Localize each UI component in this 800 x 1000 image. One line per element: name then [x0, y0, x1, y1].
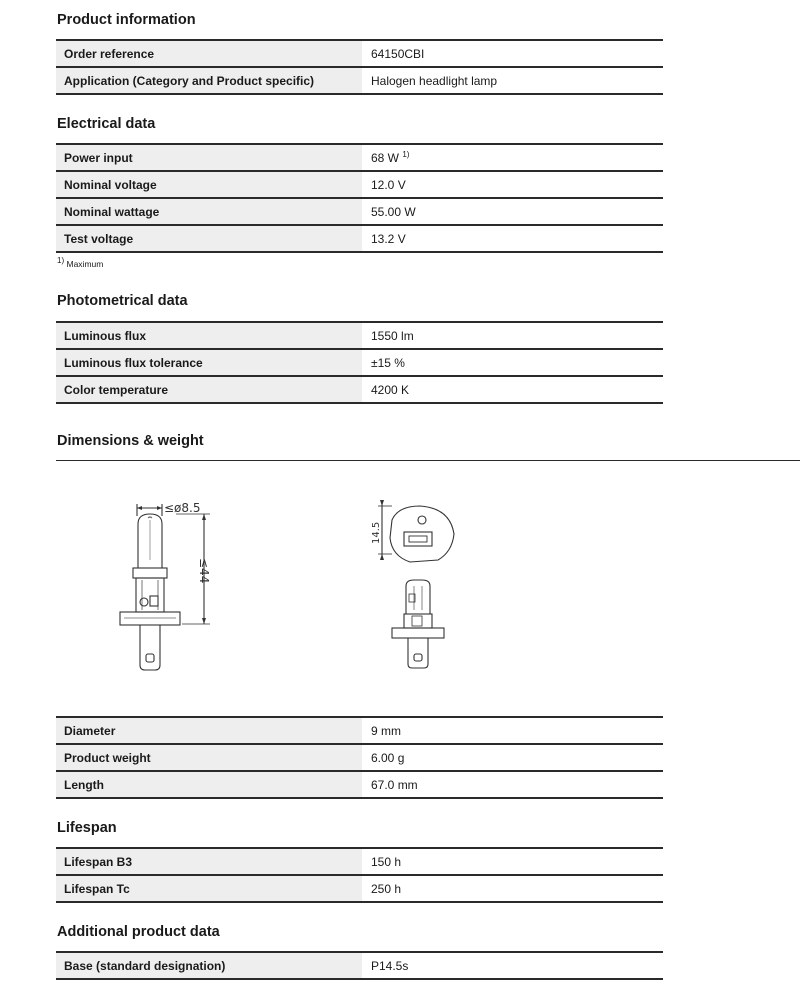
row-label: Power input: [56, 144, 362, 171]
row-value: [362, 144, 663, 171]
base-collar: [133, 568, 167, 578]
row-value: 150 h: [362, 848, 663, 875]
table-row: [56, 771, 663, 798]
row-value: P14.5s: [362, 952, 663, 979]
row-label: Test voltage: [56, 225, 362, 252]
row-label: Product weight: [56, 744, 362, 771]
table-row: [56, 744, 663, 771]
contact-tab: [140, 625, 160, 670]
lifespan-table: [56, 847, 663, 903]
row-value: 1550 lm: [362, 322, 663, 349]
row-label: Nominal voltage: [56, 171, 362, 198]
row-value: 67.0 mm: [362, 771, 663, 798]
table-row: [56, 40, 663, 67]
row-label: Luminous flux: [56, 322, 362, 349]
table-row: [56, 171, 663, 198]
dim-label-height: 14.5: [371, 521, 382, 544]
table-row: [56, 67, 663, 94]
row-value: 9 mm: [362, 717, 663, 744]
footnote: [57, 256, 104, 269]
table-row: [56, 349, 663, 376]
flange-top-view: [390, 506, 454, 562]
front-view-bulb: [406, 580, 430, 614]
lamp-side-view-drawing: [100, 490, 230, 680]
top-view-base: [404, 532, 432, 546]
additional-product-data-table: [56, 951, 663, 980]
product-information-table: [56, 39, 663, 95]
section-divider: [56, 460, 800, 461]
section-title-photometrical-data: Photometrical data: [57, 293, 188, 309]
row-value: 250 h: [362, 875, 663, 902]
dim-label-length: ≤44: [197, 558, 211, 584]
row-value: 64150CBI: [362, 40, 663, 67]
section-title-product-information: Product information: [57, 12, 196, 28]
table-row: [56, 376, 663, 403]
photometrical-data-table: [56, 321, 663, 404]
row-value: 4200 K: [362, 376, 663, 403]
front-view-flange: [392, 628, 444, 638]
front-view-tab: [408, 638, 428, 668]
electrical-data-table: [56, 143, 663, 253]
table-row: [56, 198, 663, 225]
row-value: 12.0 V: [362, 171, 663, 198]
row-value: 13.2 V: [362, 225, 663, 252]
row-label: Application (Category and Product specific): [56, 67, 362, 94]
footnote-reference: 1): [402, 149, 410, 159]
row-label: Nominal wattage: [56, 198, 362, 225]
table-row: [56, 848, 663, 875]
dim-label-diameter: ≤ø8.5: [164, 501, 201, 515]
power-input-value: 68 W: [371, 150, 400, 165]
row-label: Color temperature: [56, 376, 362, 403]
row-label: Length: [56, 771, 362, 798]
section-title-additional-product-data: Additional product data: [57, 924, 220, 940]
row-label: Order reference: [56, 40, 362, 67]
section-title-lifespan: Lifespan: [57, 820, 117, 836]
base-body: [136, 578, 164, 612]
row-value: Halogen headlight lamp: [362, 67, 663, 94]
row-value: ±15 %: [362, 349, 663, 376]
row-value: 6.00 g: [362, 744, 663, 771]
table-row: [56, 322, 663, 349]
row-label: Base (standard designation): [56, 952, 362, 979]
section-title-dimensions-weight: Dimensions & weight: [57, 433, 204, 449]
row-label: Luminous flux tolerance: [56, 349, 362, 376]
table-row: [56, 875, 663, 902]
row-value: 55.00 W: [362, 198, 663, 225]
table-row: [56, 144, 663, 171]
dimensions-weight-table: [56, 716, 663, 799]
table-row: [56, 952, 663, 979]
row-label: Lifespan Tc: [56, 875, 362, 902]
section-title-electrical-data: Electrical data: [57, 116, 156, 132]
row-label: Diameter: [56, 717, 362, 744]
footnote-text: Maximum: [66, 259, 104, 269]
lamp-top-front-view-drawing: [362, 494, 472, 679]
footnote-mark: 1): [57, 256, 65, 266]
table-row: [56, 717, 663, 744]
table-row: [56, 225, 663, 252]
row-label: Lifespan B3: [56, 848, 362, 875]
base-flange: [120, 612, 180, 625]
base-rivet: [140, 598, 148, 606]
